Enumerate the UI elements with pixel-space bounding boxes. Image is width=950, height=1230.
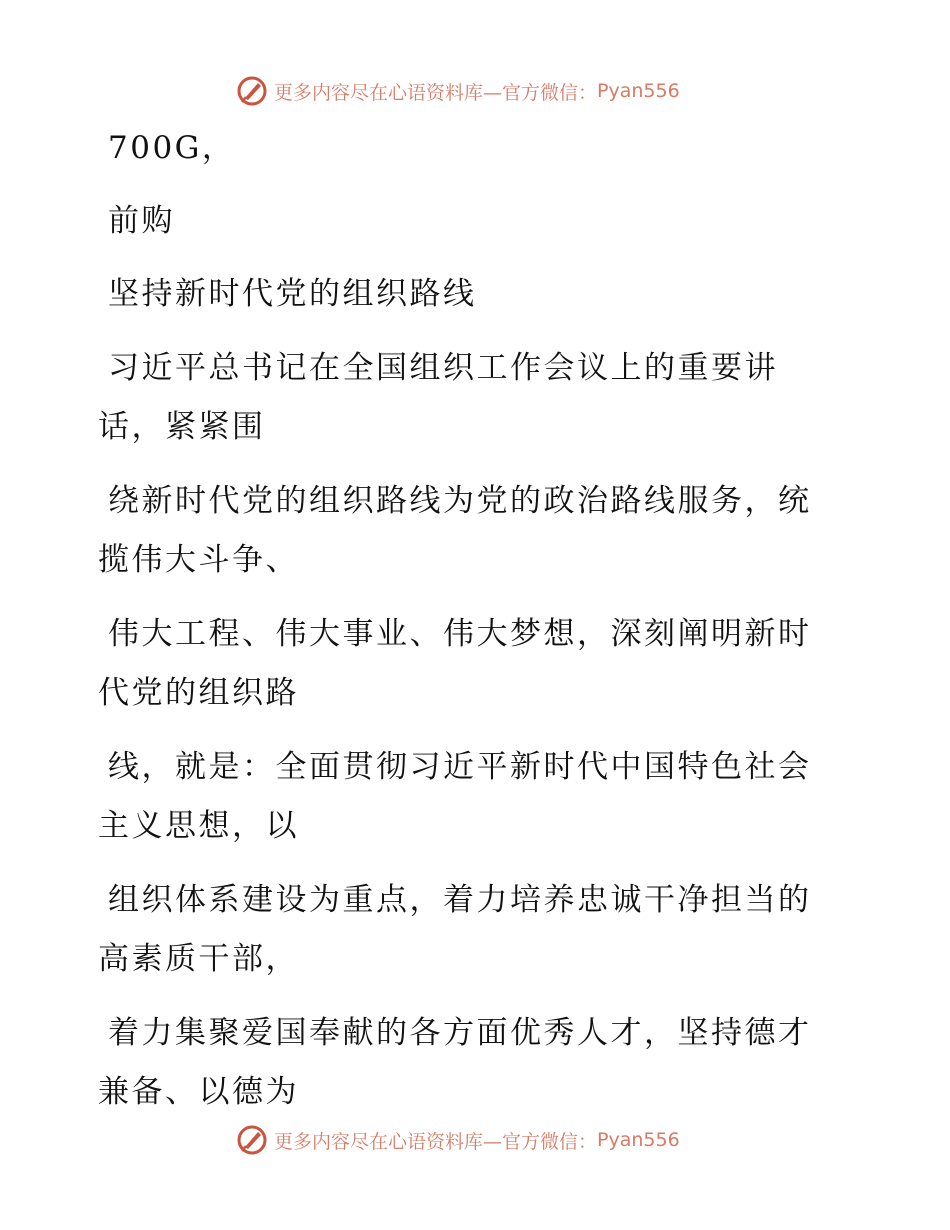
- header-watermark-banner: [236, 73, 680, 109]
- text-line: 代党的组织路: [98, 675, 299, 711]
- text-line: 话，紧紧围: [98, 409, 266, 445]
- text-line: 兼备、以德为: [98, 1074, 299, 1110]
- header-banner-contact: Pyan556: [597, 80, 680, 102]
- text-line: 700G，: [108, 130, 236, 166]
- text-line: 组织体系建设为重点，着力培养忠诚干净担当的: [108, 882, 812, 918]
- text-line: 揽伟大斗争、: [98, 542, 299, 578]
- text-line: 高素质干部，: [98, 941, 299, 977]
- header-banner-text: 更多内容尽在心语资料库—官方微信：: [274, 81, 598, 104]
- text-line: 前购: [108, 203, 175, 239]
- text-line: 线，就是：全面贯彻习近平新时代中国特色社会: [108, 749, 812, 785]
- text-line: 坚持新时代党的组织路线: [108, 276, 477, 312]
- footer-banner-text: 更多内容尽在心语资料库—官方微信：: [274, 1130, 598, 1153]
- quill-logo-icon: [236, 75, 268, 107]
- text-line: 伟大工程、伟大事业、伟大梦想，深刻阐明新时: [108, 616, 812, 652]
- text-line: 习近平总书记在全国组织工作会议上的重要讲: [108, 350, 778, 386]
- footer-watermark-banner: [236, 1122, 680, 1158]
- text-line: 主义思想，以: [98, 808, 299, 844]
- text-line: 着力集聚爱国奉献的各方面优秀人才，坚持德才: [108, 1015, 812, 1051]
- quill-logo-icon: [236, 1124, 268, 1156]
- text-line: 绕新时代党的组织路线为党的政治路线服务，统: [108, 483, 812, 519]
- footer-banner-contact: Pyan556: [597, 1129, 680, 1151]
